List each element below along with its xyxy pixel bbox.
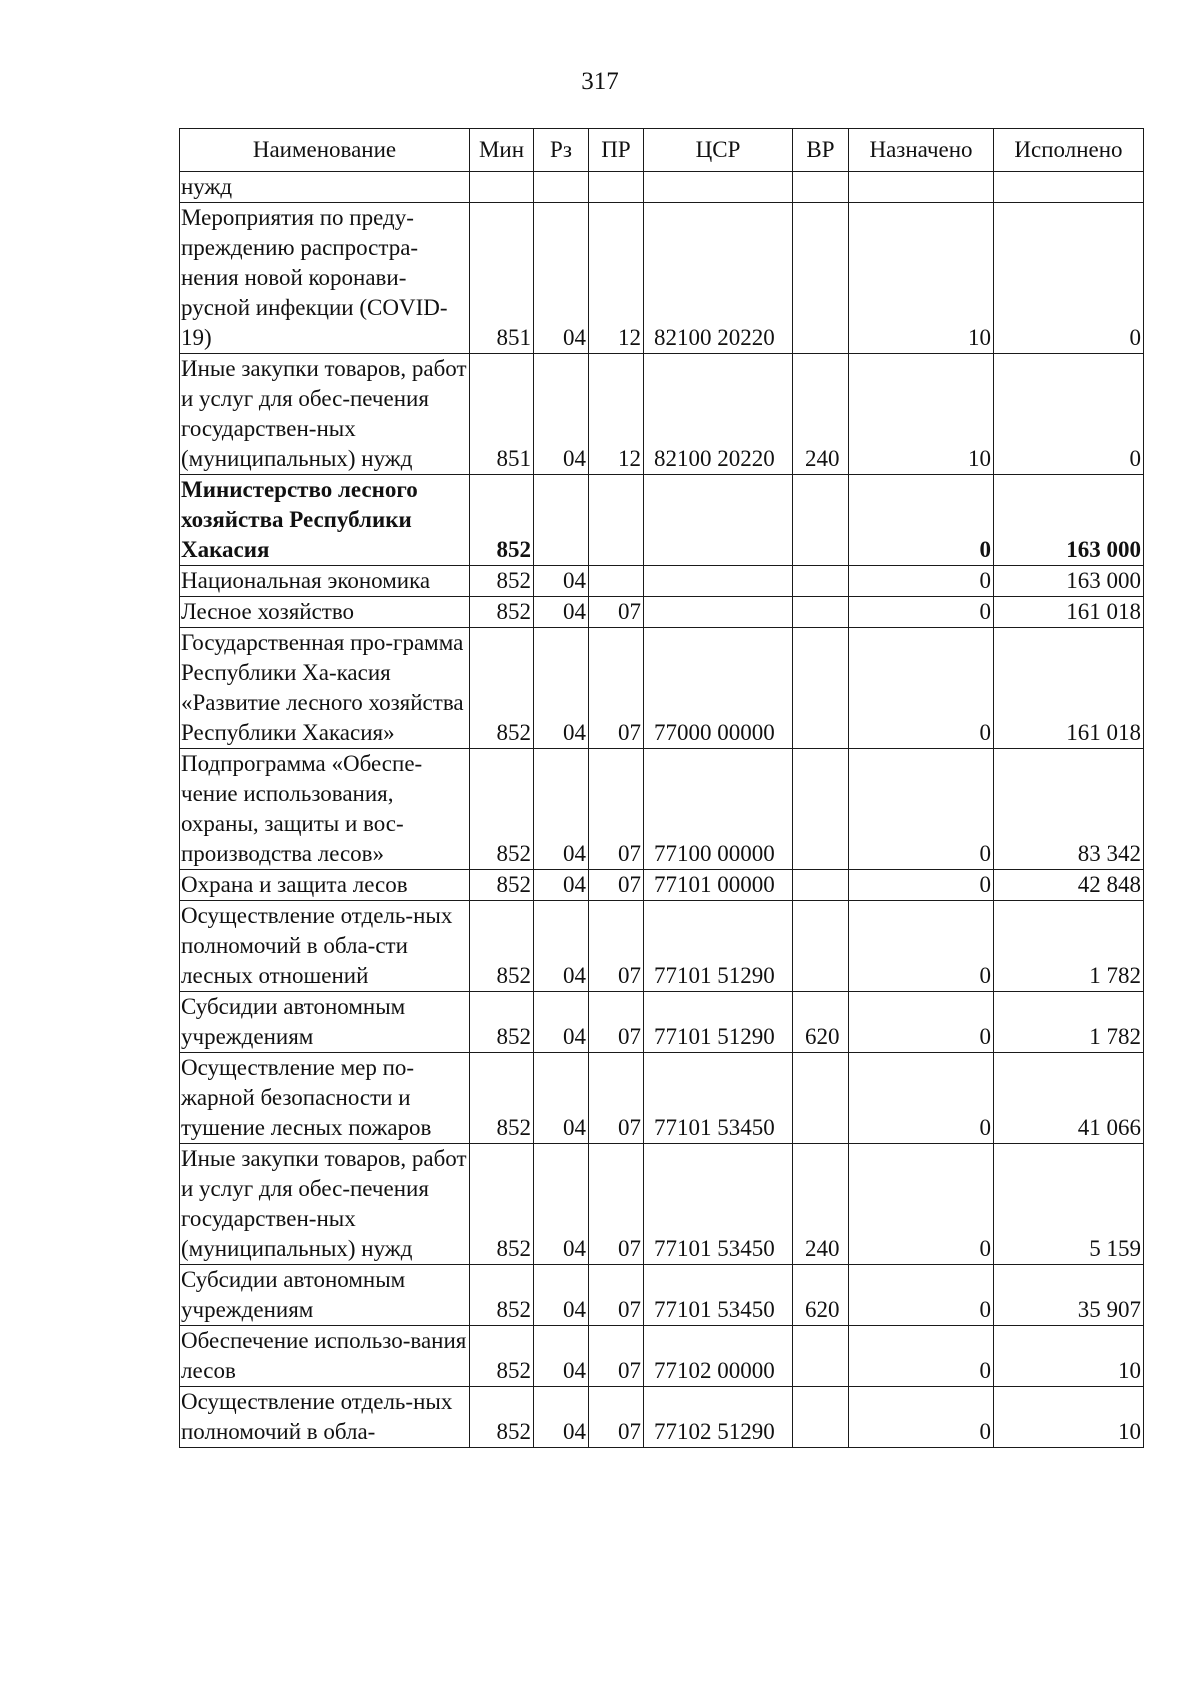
cell-csr: 82100 20220 (644, 203, 793, 354)
cell-name: Осуществление мер по-жарной безопасности и тушение лесных пожаров (180, 1053, 470, 1144)
cell-csr: 77000 00000 (644, 628, 793, 749)
cell-csr (644, 566, 793, 597)
cell-csr: 82100 20220 (644, 354, 793, 475)
cell-assigned: 0 (849, 1144, 994, 1265)
cell-pr (589, 566, 644, 597)
cell-vr (793, 475, 849, 566)
cell-executed: 41 066 (994, 1053, 1144, 1144)
cell-rz: 04 (534, 1053, 589, 1144)
cell-min: 851 (470, 203, 534, 354)
cell-csr: 77101 53450 (644, 1144, 793, 1265)
cell-min: 852 (470, 566, 534, 597)
table-row (180, 597, 1144, 628)
table-row (180, 566, 1144, 597)
cell-vr: 240 (793, 1144, 849, 1265)
cell-assigned (849, 172, 994, 203)
cell-min: 852 (470, 870, 534, 901)
cell-executed: 10 (994, 1326, 1144, 1387)
cell-pr: 12 (589, 354, 644, 475)
cell-pr: 07 (589, 628, 644, 749)
cell-name: Лесное хозяйство (180, 597, 470, 628)
cell-name: нужд (180, 172, 470, 203)
cell-csr: 77101 51290 (644, 901, 793, 992)
table-row (180, 870, 1144, 901)
cell-csr: 77101 53450 (644, 1265, 793, 1326)
cell-vr (793, 870, 849, 901)
header-min: Мин (470, 129, 534, 172)
table-row (180, 1326, 1144, 1387)
cell-pr (589, 172, 644, 203)
cell-min: 852 (470, 901, 534, 992)
cell-vr (793, 172, 849, 203)
cell-rz: 04 (534, 992, 589, 1053)
cell-name: Субсидии автономным учреждениям (180, 1265, 470, 1326)
cell-assigned: 0 (849, 992, 994, 1053)
cell-rz: 04 (534, 1326, 589, 1387)
header-name: Наименование (180, 129, 470, 172)
cell-rz (534, 172, 589, 203)
cell-csr: 77101 51290 (644, 992, 793, 1053)
cell-name: Национальная экономика (180, 566, 470, 597)
cell-name: Министерство лесного хозяйства Республики Хакасия (180, 475, 470, 566)
cell-min: 852 (470, 1265, 534, 1326)
cell-executed: 35 907 (994, 1265, 1144, 1326)
cell-rz: 04 (534, 1265, 589, 1326)
cell-pr: 07 (589, 749, 644, 870)
cell-min (470, 172, 534, 203)
table-row (180, 1144, 1144, 1265)
table-row (180, 628, 1144, 749)
cell-assigned: 0 (849, 870, 994, 901)
cell-vr: 620 (793, 1265, 849, 1326)
cell-executed: 5 159 (994, 1144, 1144, 1265)
cell-rz: 04 (534, 901, 589, 992)
cell-vr: 620 (793, 992, 849, 1053)
cell-vr (793, 203, 849, 354)
cell-executed: 0 (994, 203, 1144, 354)
cell-name: Иные закупки товаров, работ и услуг для обес-печения государствен-ных (муниципальных) нужд (180, 354, 470, 475)
cell-assigned: 0 (849, 901, 994, 992)
cell-pr (589, 475, 644, 566)
table-row (180, 203, 1144, 354)
cell-pr: 07 (589, 597, 644, 628)
table-row (180, 1387, 1144, 1448)
cell-executed: 1 782 (994, 901, 1144, 992)
cell-assigned: 0 (849, 1053, 994, 1144)
table-row (180, 749, 1144, 870)
cell-pr: 07 (589, 870, 644, 901)
cell-csr: 77100 00000 (644, 749, 793, 870)
cell-rz: 04 (534, 1387, 589, 1448)
cell-rz: 04 (534, 354, 589, 475)
cell-vr (793, 1053, 849, 1144)
table-row (180, 475, 1144, 566)
cell-name: Мероприятия по преду-преждению распростра-нения новой коронави-русной инфекции (COVID-19) (180, 203, 470, 354)
cell-min: 852 (470, 597, 534, 628)
cell-min: 852 (470, 749, 534, 870)
cell-assigned: 10 (849, 354, 994, 475)
cell-vr (793, 749, 849, 870)
table-row (180, 901, 1144, 992)
header-assigned: Назначено (849, 129, 994, 172)
cell-min: 852 (470, 1144, 534, 1265)
header-row (180, 129, 1144, 172)
cell-rz: 04 (534, 203, 589, 354)
cell-executed: 163 000 (994, 566, 1144, 597)
cell-pr: 12 (589, 203, 644, 354)
cell-pr: 07 (589, 1053, 644, 1144)
table-row (180, 354, 1144, 475)
cell-assigned: 0 (849, 628, 994, 749)
cell-executed: 161 018 (994, 597, 1144, 628)
cell-rz: 04 (534, 1144, 589, 1265)
cell-executed: 42 848 (994, 870, 1144, 901)
cell-vr (793, 597, 849, 628)
cell-min: 852 (470, 1326, 534, 1387)
cell-min: 852 (470, 1053, 534, 1144)
cell-rz: 04 (534, 628, 589, 749)
cell-min: 852 (470, 992, 534, 1053)
cell-pr: 07 (589, 992, 644, 1053)
table-body (180, 172, 1144, 1448)
header-csr: ЦСР (644, 129, 793, 172)
cell-executed: 0 (994, 354, 1144, 475)
cell-name: Подпрограмма «Обеспе-чение использования, охраны, защиты и вос-производства лесов» (180, 749, 470, 870)
cell-rz: 04 (534, 597, 589, 628)
cell-vr (793, 628, 849, 749)
cell-vr (793, 1387, 849, 1448)
cell-assigned: 0 (849, 475, 994, 566)
header-rz: Рз (534, 129, 589, 172)
header-pr: ПР (589, 129, 644, 172)
cell-rz: 04 (534, 566, 589, 597)
cell-rz (534, 475, 589, 566)
cell-csr: 77101 00000 (644, 870, 793, 901)
cell-name: Государственная про-грамма Республики Ха-касия «Развитие лесного хозяйства Республики Хакасия» (180, 628, 470, 749)
cell-name: Охрана и защита лесов (180, 870, 470, 901)
cell-min: 852 (470, 628, 534, 749)
cell-vr (793, 901, 849, 992)
table-row (180, 172, 1144, 203)
cell-csr: 77102 51290 (644, 1387, 793, 1448)
cell-assigned: 0 (849, 597, 994, 628)
table-row (180, 992, 1144, 1053)
cell-executed: 163 000 (994, 475, 1144, 566)
cell-executed: 161 018 (994, 628, 1144, 749)
cell-min: 851 (470, 354, 534, 475)
cell-rz: 04 (534, 870, 589, 901)
cell-assigned: 10 (849, 203, 994, 354)
cell-csr (644, 172, 793, 203)
header-executed: Исполнено (994, 129, 1144, 172)
cell-name: Субсидии автономным учреждениям (180, 992, 470, 1053)
cell-name: Иные закупки товаров, работ и услуг для обес-печения государствен-ных (муниципальных) нужд (180, 1144, 470, 1265)
cell-rz: 04 (534, 749, 589, 870)
cell-executed: 83 342 (994, 749, 1144, 870)
cell-vr (793, 1326, 849, 1387)
cell-assigned: 0 (849, 749, 994, 870)
cell-pr: 07 (589, 1144, 644, 1265)
table-row (180, 1265, 1144, 1326)
budget-table (179, 128, 1144, 1448)
cell-assigned: 0 (849, 1265, 994, 1326)
cell-csr (644, 475, 793, 566)
table-row (180, 1053, 1144, 1144)
cell-pr: 07 (589, 1265, 644, 1326)
cell-assigned: 0 (849, 1387, 994, 1448)
page-number: 317 (581, 68, 619, 95)
cell-pr: 07 (589, 1387, 644, 1448)
cell-assigned: 0 (849, 1326, 994, 1387)
header-vr: ВР (793, 129, 849, 172)
cell-executed: 10 (994, 1387, 1144, 1448)
cell-vr (793, 566, 849, 597)
cell-min: 852 (470, 475, 534, 566)
cell-name: Обеспечение использо-вания лесов (180, 1326, 470, 1387)
cell-min: 852 (470, 1387, 534, 1448)
cell-csr (644, 597, 793, 628)
cell-executed: 1 782 (994, 992, 1144, 1053)
cell-name: Осуществление отдель-ных полномочий в обла- (180, 1387, 470, 1448)
cell-executed (994, 172, 1144, 203)
cell-assigned: 0 (849, 566, 994, 597)
cell-csr: 77102 00000 (644, 1326, 793, 1387)
cell-vr: 240 (793, 354, 849, 475)
cell-pr: 07 (589, 901, 644, 992)
cell-name: Осуществление отдель-ных полномочий в обла-сти лесных отношений (180, 901, 470, 992)
cell-csr: 77101 53450 (644, 1053, 793, 1144)
cell-pr: 07 (589, 1326, 644, 1387)
